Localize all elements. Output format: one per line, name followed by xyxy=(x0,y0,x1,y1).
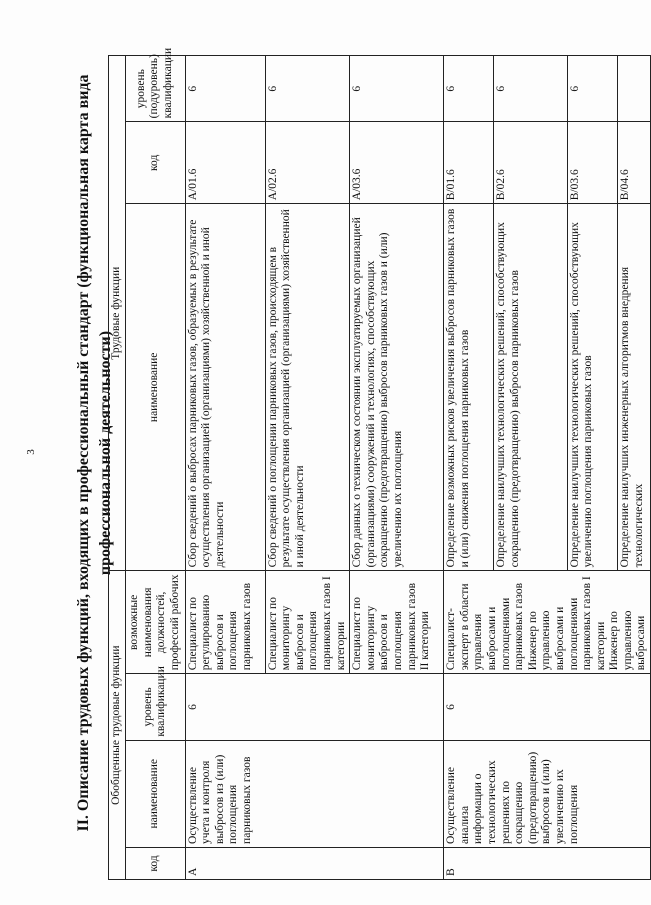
header-generalized-functions: Обобщенные трудовые функции xyxy=(109,571,126,880)
header-function-name: наименование xyxy=(125,204,185,571)
function-b02-level: 6 xyxy=(494,56,567,122)
functional-map-table xyxy=(108,47,651,880)
group-b-position-3: Инженер по управлению выбросами xyxy=(608,610,648,671)
header-positions: возможные наименования должностей, профессий рабочих xyxy=(125,571,185,674)
header-function-code: код xyxy=(125,122,185,204)
function-a02-code: A/02.6 xyxy=(265,122,350,204)
function-b01-code: B/01.6 xyxy=(444,122,494,204)
function-b04-level xyxy=(618,56,651,122)
function-a01-level: 6 xyxy=(185,56,265,122)
group-b-positions xyxy=(444,571,651,674)
table-row xyxy=(444,56,494,880)
function-b03-name: Определение наилучших технологических решений, способствующих увеличению поглощения парниковых газов xyxy=(567,204,617,571)
group-a-position-3: Специалист по мониторингу выбросов и поглощения парниковых газов II категории xyxy=(350,571,444,674)
group-a-position-1: Специалист по регулированию выбросов и поглощения парниковых газов xyxy=(185,571,265,674)
function-a03-code: A/03.6 xyxy=(350,122,444,204)
function-b04-name: Определение наилучших инженерных алгоритмов внедрения технологических xyxy=(618,204,651,571)
group-b-position-1: Специалист-эксперт в области управления выбросами и поглощениями парниковых газов xyxy=(445,582,526,671)
group-b-level: 6 xyxy=(444,674,651,740)
function-a03-level: 6 xyxy=(350,56,444,122)
group-a-level: 6 xyxy=(185,674,444,740)
title-line-2: профессиональной деятельности) xyxy=(97,330,114,576)
header-function-level: уровень (подуровень) квалификации xyxy=(125,56,185,122)
group-a-code: A xyxy=(185,847,444,879)
function-a01-name: Сбор сведений о выбросах парниковых газов, образуемых в результате осуществления организацией (организациями) хозяйственной и иной деятельности xyxy=(185,204,265,571)
function-a02-name: Сбор сведений о поглощении парниковых газов, происходящем в результате осуществления организацией (организациями) хозяйственной и иной деятельности xyxy=(265,204,350,571)
group-b-code: B xyxy=(444,847,651,879)
page-number: 3 xyxy=(24,449,37,455)
function-b03-level: 6 xyxy=(567,56,617,122)
title-line-1: II. Описание трудовых функций, входящих в профессиональный стандарт (функциональная карта вида xyxy=(75,74,92,832)
function-b01-name: Определение возможных рисков увеличения выбросов парниковых газов и (или) снижения поглощения парниковых газов xyxy=(444,204,494,571)
function-a03-name: Сбор данных о техническом состоянии эксплуатируемых организацией (организациями) сооружений и технологиях, способствующих сокращению (предотвращению) выбросов парниковых газов и (или) увеличению их поглощения xyxy=(350,204,444,571)
function-b03-code: B/03.6 xyxy=(567,122,617,204)
header-level: уровень квалификации xyxy=(125,674,185,740)
function-b02-name: Определение наилучших технологических решений, способствующих сокращению (предотвращению) выбросов парниковых газов xyxy=(494,204,567,571)
group-b-name: Осуществление анализа информации о технологических решениях по сокращению (предотвращению) выбросов и (или) увеличению их поглощения xyxy=(444,740,651,847)
function-b01-level: 6 xyxy=(444,56,494,122)
group-b-position-2: Инженер по управлению выбросами и поглощениями парниковых газов I категории xyxy=(526,576,607,671)
function-a01-code: A/01.6 xyxy=(185,122,265,204)
group-a-name: Осуществление учета и контроля выбросов из (или) поглощения парниковых газов xyxy=(185,740,444,847)
header-name: наименование xyxy=(125,740,185,847)
group-a-position-2: Специалист по мониторингу выбросов и поглощения парниковых газов I категории xyxy=(265,571,350,674)
header-labor-functions: Трудовые функции xyxy=(109,56,126,571)
header-code: код xyxy=(125,847,185,879)
function-a02-level: 6 xyxy=(265,56,350,122)
table-row xyxy=(185,56,265,880)
functional-map-table-wrapper xyxy=(108,47,651,880)
function-b04-code: B/04.6 xyxy=(618,122,651,204)
function-b02-code: B/02.6 xyxy=(494,122,567,204)
